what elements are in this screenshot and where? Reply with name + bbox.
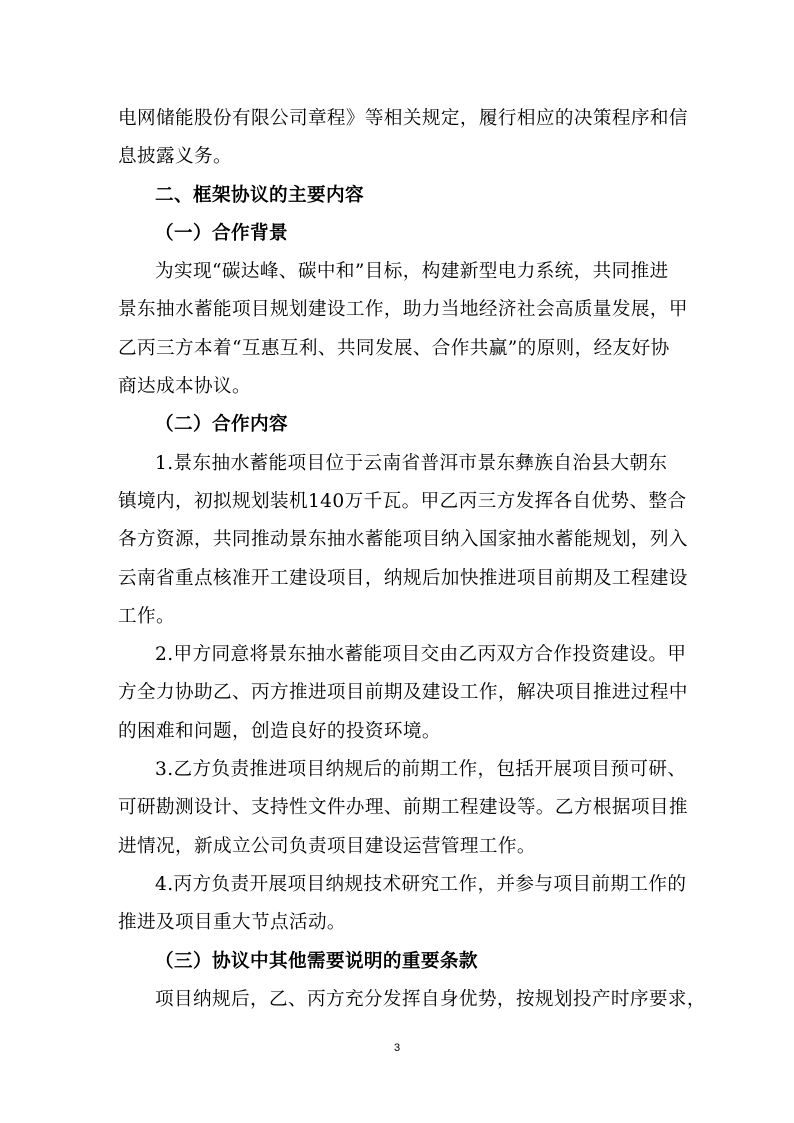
part2-item3-line-3: 进情况，新成立公司负责项目建设运营管理工作。 <box>118 835 536 857</box>
part1-line-4: 商达成本协议。 <box>118 376 251 398</box>
part2-item2-line-1: 2.甲方同意将景东抽水蓄能项目交由乙丙双方合作投资建设。甲 <box>155 644 687 666</box>
part2-item1-line-4: 云南省重点核准开工建设项目，纳规后加快推进项目前期及工程建设 <box>118 567 688 589</box>
part2-item4-line-2: 推进及项目重大节点活动。 <box>118 912 346 934</box>
page-number: 3 <box>393 1042 401 1054</box>
part2-item3-line-2: 可研勘测设计、支持性文件办理、前期工程建设等。乙方根据项目推 <box>118 797 688 819</box>
part3-line-1: 项目纳规后，乙、丙方充分发挥自身优势，按规划投产时序要求， <box>155 988 706 1010</box>
section-title: 二、框架协议的主要内容 <box>155 184 364 206</box>
document-body <box>118 100 706 1019</box>
part2-item1-line-1: 1.景东抽水蓄能项目位于云南省普洱市景东彝族自治县大朝东 <box>155 452 668 474</box>
part2-item1-line-3: 各方资源，共同推动景东抽水蓄能项目纳入国家抽水蓄能规划，列入 <box>118 529 688 551</box>
intro-line-1: 电网储能股份有限公司章程》等相关规定，履行相应的决策程序和信 <box>118 108 688 129</box>
part2-title: （二）合作内容 <box>155 414 288 436</box>
part1-title: （一）合作背景 <box>155 222 288 244</box>
part2-item3-line-1: 3.乙方负责推进项目纳规后的前期工作，包括开展项目预可研、 <box>155 759 687 781</box>
part1-line-3: 乙丙三方本着“互惠互利、共同发展、合作共赢”的原则，经友好协 <box>118 337 670 359</box>
part1-line-2: 景东抽水蓄能项目规划建设工作，助力当地经济社会高质量发展，甲 <box>118 299 688 321</box>
part3-title: （三）协议中其他需要说明的重要条款 <box>155 950 478 972</box>
part2-item2-line-3: 的困难和问题，创造良好的投资环境。 <box>118 720 441 742</box>
part2-item2-line-2: 方全力协助乙、丙方推进项目前期及建设工作，解决项目推进过程中 <box>118 682 688 704</box>
part1-line-1: 为实现“碳达峰、碳中和”目标，构建新型电力系统，共同推进 <box>155 261 669 283</box>
intro-line-2: 息披露义务。 <box>118 146 232 168</box>
part2-item1-line-2: 镇境内，初拟规划装机140万千瓦。甲乙丙三方发挥各自优势、整合 <box>118 490 687 512</box>
part2-item4-line-1: 4.丙方负责开展项目纳规技术研究工作，并参与项目前期工作的 <box>155 873 687 895</box>
part2-item1-line-5: 工作。 <box>118 605 175 627</box>
